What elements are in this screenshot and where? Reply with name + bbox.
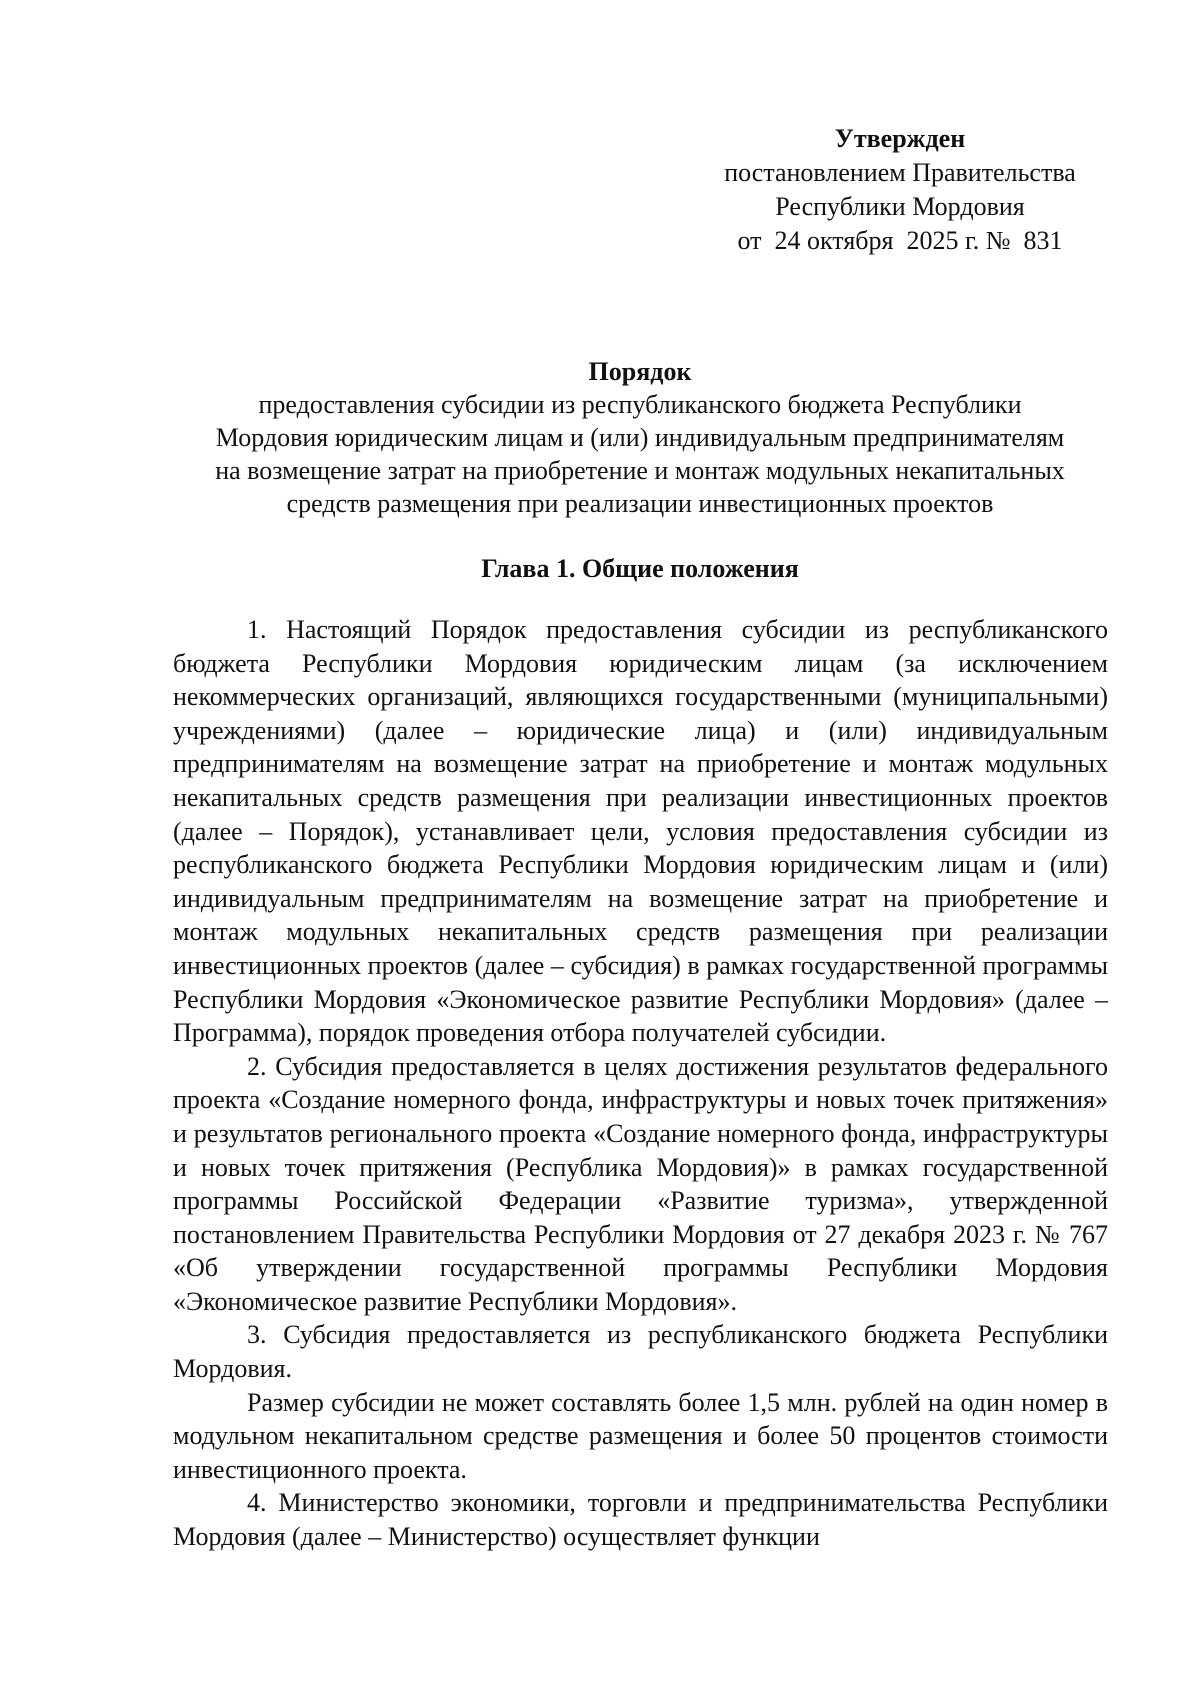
- title-heading: Порядок: [588, 357, 692, 386]
- title-line-2: Мордовия юридическим лицам и (или) индивидуальным предпринимателям: [215, 423, 1065, 452]
- title-line-3: на возмещение затрат на приобретение и монтаж модульных некапитальных: [215, 456, 1065, 485]
- approval-date-number: от 24 октября 2025 г. № 831: [737, 226, 1063, 255]
- approval-heading: Утвержден: [834, 124, 966, 153]
- document-title: [170, 355, 1110, 520]
- title-line-4: средств размещения при реализации инвестиционных проектов: [286, 489, 994, 518]
- paragraph-4: 4. Министерство экономики, торговли и предпринимательства Республики Мордовия (далее – Министерство) осуществляет функции: [173, 1488, 1108, 1552]
- chapter-title: Глава 1. Общие положения: [481, 554, 799, 583]
- paragraph-2: 2. Субсидия предоставляется в целях достижения результатов федерального проекта «Создание номерного фонда, инфраструктуры и новых точек притяжения» и результатов регионального проекта «Создание номерного фонда, инфраструктуры и новых точек притяжения (Республика Мордовия)» в рамках государственной программы Российской Федерации «Развитие туризма», утвержденной постановлением Правительства Республики Мордовия от 27 декабря 2023 г. № 767 «Об утверждении государственной программы Республики Мордовия «Экономическое развитие Республики Мордовия».: [173, 1051, 1108, 1316]
- paragraph-3-size: Размер субсидии не может составлять более 1,5 млн. рублей на один номер в модульном некапитальном средстве размещения и более 50 процентов стоимости инвестиционного проекта.: [173, 1387, 1108, 1484]
- approval-region: Республики Мордовия: [775, 192, 1025, 221]
- paragraph-1: 1. Настоящий Порядок предоставления субсидии из республиканского бюджета Республики Мордовия юридическим лицам (за исключением некоммерческих организаций, являющихся государственными (муниципальными) учреждениями) (далее – юридические лица) и (или) индивидуальным предпринимателям на возмещение затрат на приобретение и монтаж модульных некапитальных средств размещения при реализации инвестиционных проектов (далее – Порядок), устанавливает цели, условия предоставления субсидии из республиканского бюджета Республики Мордовия юридическим лицам и (или) индивидуальным предпринимателям на возмещение затрат на приобретение и монтаж модульных некапитальных средств размещения при реализации инвестиционных проектов (далее – субсидия) в рамках государственной программы Республики Мордовия «Экономическое развитие Республики Мордовия» (далее – Программа), порядок проведения отбора получателей субсидии.: [173, 615, 1108, 1048]
- approval-authority: постановлением Правительства: [724, 158, 1076, 187]
- title-line-1: предоставления субсидии из республиканского бюджета Республики: [258, 390, 1022, 419]
- document-body: [173, 613, 1108, 1554]
- approval-stamp: [700, 122, 1100, 258]
- paragraph-3: 3. Субсидия предоставляется из республиканского бюджета Республики Мордовия.: [173, 1320, 1108, 1384]
